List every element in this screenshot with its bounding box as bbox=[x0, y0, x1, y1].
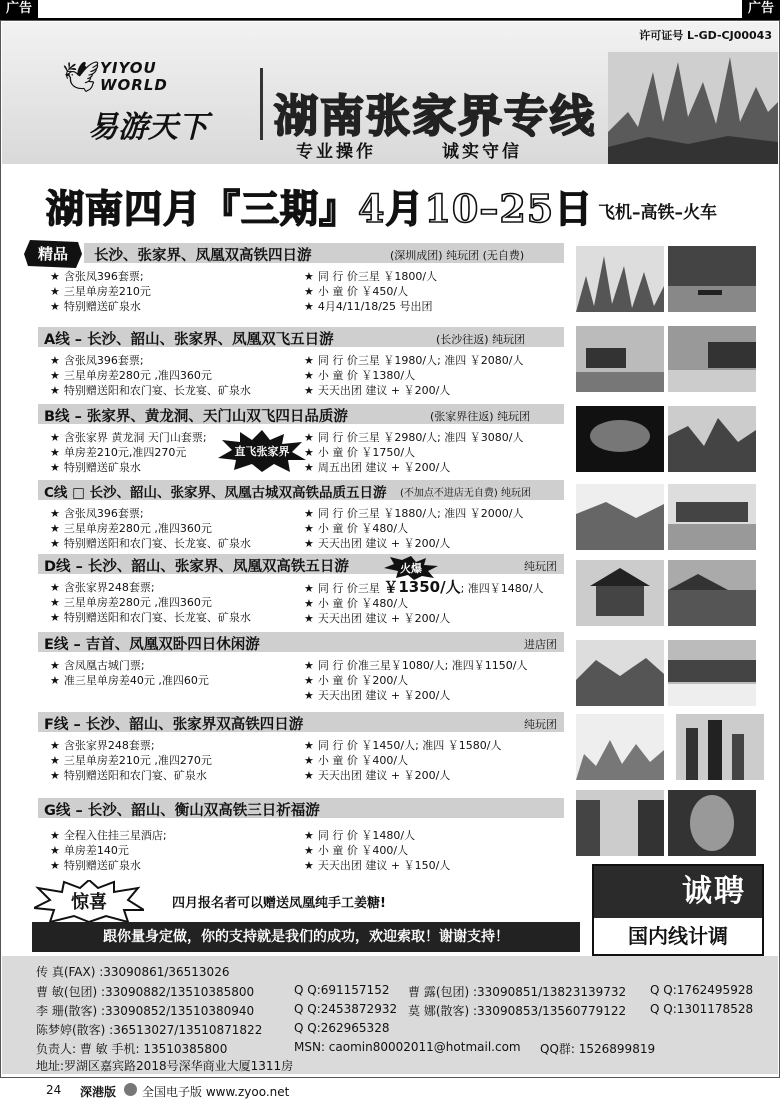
star-icon: ★ bbox=[50, 859, 60, 872]
star-icon: ★ bbox=[304, 461, 314, 474]
route-title: A线 – 长沙、韶山、张家界、凤凰双飞五日游 bbox=[44, 332, 334, 348]
route-f bbox=[38, 712, 570, 784]
route-d bbox=[38, 554, 570, 626]
star-icon: ★ bbox=[50, 611, 60, 624]
route-tag: (张家界往返) 纯玩团 bbox=[430, 410, 531, 423]
price-line: ★ 天天出团 建议 + ￥150/人 bbox=[304, 859, 451, 872]
route-tag: 纯玩团 bbox=[524, 560, 557, 573]
recruitment-box bbox=[592, 864, 764, 956]
route-title: D线 – 长沙、韶山、张家界、凤凰双高铁五日游 bbox=[44, 559, 349, 575]
route-title: G线 – 长沙、韶山、衡山双高铁三日祈福游 bbox=[44, 803, 320, 819]
star-icon: ★ bbox=[304, 844, 314, 857]
price-line: ★ 同 行 价 ￥1480/人 bbox=[304, 829, 416, 842]
star-icon: ★ bbox=[50, 384, 60, 397]
photo-old-houses bbox=[668, 560, 756, 626]
price-line: ★ 小 童 价 ￥200/人 bbox=[304, 674, 409, 687]
route-details-left bbox=[50, 580, 251, 625]
photo-rock-gorge bbox=[668, 790, 756, 856]
detail-line: ★ 三星单房差280元 ,准四360元 bbox=[50, 522, 212, 535]
photo-valley bbox=[576, 484, 664, 550]
detail-line: ★ 特别赠送矿泉水 bbox=[50, 300, 141, 313]
star-icon: ★ bbox=[304, 369, 314, 382]
hot-price: ￥1350/人 bbox=[383, 578, 461, 596]
surprise-note: 四月报名者可以赠送凤凰纯手工姜糖! bbox=[172, 896, 386, 911]
star-icon: ★ bbox=[50, 446, 60, 459]
star-icon: ★ bbox=[304, 300, 314, 313]
price-line: ★ 同 行 价 ￥1450/人; 准四 ￥1580/人 bbox=[304, 739, 502, 752]
route-details-left bbox=[50, 658, 209, 688]
route-details-right bbox=[304, 738, 501, 783]
route-title: B线 – 张家界、黄龙洞、天门山双飞四日品质游 bbox=[44, 409, 348, 425]
star-icon: ★ bbox=[50, 659, 60, 672]
premium-badge: 精品 bbox=[22, 238, 84, 270]
route-details-left bbox=[50, 828, 167, 873]
photo-tianmen-mountain bbox=[668, 406, 756, 472]
globe-icon bbox=[124, 1083, 137, 1096]
price-line: ★ 小 童 价 ￥480/人 bbox=[304, 597, 409, 610]
transport-modes: 飞机–高铁–火车 bbox=[598, 203, 717, 223]
star-icon: ★ bbox=[50, 285, 60, 298]
price-line: ★ 天天出团 建议 + ￥200/人 bbox=[304, 612, 451, 625]
detail-line: ★ 含张家界248套票; bbox=[50, 581, 155, 594]
detail-line: ★ 准三星单房差40元 ,准四60元 bbox=[50, 674, 209, 687]
detail-line: ★ 含张家界248套票; bbox=[50, 739, 155, 752]
star-icon: ★ bbox=[304, 270, 314, 283]
hot-burst: 火爆 bbox=[384, 556, 438, 580]
star-icon: ★ bbox=[304, 354, 314, 367]
ad-label-left: 广告 bbox=[0, 0, 38, 18]
price-line: ★ 同 行 价三星 ￥1880/人; 准四 ￥2000/人 bbox=[304, 507, 524, 520]
star-icon: ★ bbox=[304, 507, 314, 520]
star-icon: ★ bbox=[304, 612, 314, 625]
price-line: ★ 4月4/11/18/25 号出团 bbox=[304, 300, 433, 313]
price-line: ★ 小 童 价 ￥400/人 bbox=[304, 754, 409, 767]
photo-river-boat bbox=[668, 246, 756, 312]
price-line: ★ 同 行 价准三星￥1080/人; 准四￥1150/人 bbox=[304, 659, 528, 672]
detail-line: ★ 含张家界 黄龙洞 天门山套票; bbox=[50, 431, 207, 444]
star-icon: ★ bbox=[304, 597, 314, 610]
star-icon: ★ bbox=[50, 507, 60, 520]
e-edition-link: 全国电子版 www.zyoo.net bbox=[142, 1085, 290, 1099]
route-details-left bbox=[50, 353, 251, 398]
star-icon: ★ bbox=[50, 522, 60, 535]
star-icon: ★ bbox=[304, 754, 314, 767]
photo-riverbank bbox=[668, 640, 756, 706]
route-a bbox=[38, 327, 570, 399]
star-icon: ★ bbox=[50, 829, 60, 842]
price-line: ★ 同 行 价三星 ￥1800/人 bbox=[304, 270, 438, 283]
route-title: E线 – 吉首、凤凰双卧四日休闲游 bbox=[44, 637, 260, 653]
star-icon: ★ bbox=[304, 859, 314, 872]
route-details-right bbox=[304, 580, 544, 626]
detail-line: ★ 含张凤396套票; bbox=[50, 354, 144, 367]
route-tag: (长沙往返) 纯玩团 bbox=[436, 333, 526, 346]
detail-line: ★ 含张凤396套票; bbox=[50, 270, 144, 283]
star-icon: ★ bbox=[304, 674, 314, 687]
logo-chinese: 易游天下 bbox=[88, 110, 208, 145]
route-c bbox=[38, 480, 570, 552]
price-line: ★ 小 童 价 ￥400/人 bbox=[304, 844, 409, 857]
star-icon: ★ bbox=[304, 446, 314, 459]
ad-label-right: 广告 bbox=[742, 0, 780, 18]
logo bbox=[62, 60, 252, 150]
detail-line: ★ 单房差210元,准四270元 bbox=[50, 446, 187, 459]
detail-line: ★ 特别赠送矿泉水 bbox=[50, 461, 141, 474]
star-icon: ★ bbox=[50, 769, 60, 782]
detail-line: ★ 全程入住挂三星酒店; bbox=[50, 829, 167, 842]
detail-line: ★ 含张凤396套票; bbox=[50, 507, 144, 520]
star-icon: ★ bbox=[50, 431, 60, 444]
page-footer bbox=[0, 1080, 780, 1100]
price-line: ★ 周五出团 建议 + ￥200/人 bbox=[304, 461, 451, 474]
price-line: ★ 同 行 价三星 ￥2980/人; 准四 ￥3080/人 bbox=[304, 431, 524, 444]
star-icon: ★ bbox=[304, 659, 314, 672]
mountain-photo bbox=[608, 52, 778, 164]
star-icon: ★ bbox=[304, 739, 314, 752]
edition-label: 深港版 bbox=[80, 1085, 117, 1099]
recruit-heading: 诚聘 bbox=[594, 866, 762, 918]
route-g bbox=[38, 798, 570, 872]
route-details-right bbox=[304, 658, 527, 703]
route-title: C线 □ 长沙、韶山、张家界、凤凰古城双高铁品质五日游 bbox=[44, 485, 387, 501]
photo-old-street bbox=[576, 790, 664, 856]
photo-misty-peaks bbox=[576, 714, 664, 780]
photo-gate-tower bbox=[576, 560, 664, 626]
star-icon: ★ bbox=[304, 582, 314, 595]
photo-fenghuang-town bbox=[668, 484, 756, 550]
photo-stone-pillars bbox=[676, 714, 764, 780]
route-tag: (不加点不进店无自费) 纯玩团 bbox=[400, 488, 531, 499]
slogan-1: 专业操作 bbox=[296, 142, 376, 162]
photo-riverside-town bbox=[668, 326, 756, 392]
price-line: ★ 天天出团 建议 + ￥200/人 bbox=[304, 384, 451, 397]
route-premium bbox=[38, 243, 570, 315]
star-icon: ★ bbox=[304, 384, 314, 397]
photo-cave bbox=[576, 406, 664, 472]
price-line: ★ 天天出团 建议 + ￥200/人 bbox=[304, 769, 451, 782]
route-tag: 纯玩团 bbox=[524, 718, 557, 731]
route-details-left bbox=[50, 506, 251, 551]
star-icon: ★ bbox=[50, 739, 60, 752]
photo-village bbox=[576, 326, 664, 392]
detail-line: ★ 单房差140元 bbox=[50, 844, 129, 857]
detail-line: ★ 特别赠送阳和农门宴、长龙宴、矿泉水 bbox=[50, 611, 251, 624]
route-title: 长沙、张家界、凤凰双高铁四日游 bbox=[94, 248, 312, 264]
price-line: ★ 小 童 价 ￥1380/人 bbox=[304, 369, 416, 382]
star-icon: ★ bbox=[50, 596, 60, 609]
detail-line: ★ 三星单房差210元 bbox=[50, 285, 151, 298]
detail-line: ★ 特别赠送矿泉水 bbox=[50, 859, 141, 872]
route-title: F线 – 长沙、韶山、张家界双高铁四日游 bbox=[44, 717, 304, 733]
detail-line: ★ 特别赠送阳和农门宴、长龙宴、矿泉水 bbox=[50, 384, 251, 397]
photo-karst-peaks bbox=[576, 246, 664, 312]
star-icon: ★ bbox=[50, 674, 60, 687]
bird-icon: 🕊 bbox=[62, 60, 101, 95]
star-icon: ★ bbox=[50, 754, 60, 767]
route-details-left bbox=[50, 738, 212, 783]
price-line: ★ 天天出团 建议 + ￥200/人 bbox=[304, 537, 451, 550]
star-icon: ★ bbox=[50, 300, 60, 313]
route-details-right bbox=[304, 506, 523, 551]
route-details-right bbox=[304, 828, 450, 873]
route-details-right bbox=[304, 353, 523, 398]
star-icon: ★ bbox=[304, 769, 314, 782]
price-line: ★ 同 行 价三星 ￥1980/人; 准四 ￥2080/人 bbox=[304, 354, 524, 367]
header-divider bbox=[260, 68, 263, 140]
surprise-burst: 惊喜 bbox=[34, 880, 144, 922]
header-banner bbox=[2, 22, 778, 164]
route-details-right bbox=[304, 269, 437, 314]
star-icon: ★ bbox=[50, 369, 60, 382]
slogan-2: 诚实守信 bbox=[442, 142, 522, 162]
star-icon: ★ bbox=[304, 431, 314, 444]
contact-panel: 传 真(FAX) :33090861/36513026 曹 敏(包团) :33090882/13510385800 Q Q:691157152 曹 露(包团) :33090851/13823139732 Q Q:1762495928 李 珊(散客) :33090852/13510380940 Q Q:2453872932 莫 娜(散客) :33090853/13560779122 Q Q:1301178528 陈梦婷(散客) :36513027/13510871822 Q Q:262965328 负责人: 曹 敏 手机: 13510385800 MSN: caomin80002011@hotmail.com QQ群: 1526899819 地址:罗湖区嘉宾路2018号深华商业大厦1311房 bbox=[2, 956, 778, 1074]
star-icon: ★ bbox=[50, 270, 60, 283]
price-line: ★ 小 童 价 ￥480/人 bbox=[304, 522, 409, 535]
page-title: 湖南张家界专线 bbox=[274, 91, 596, 142]
route-tag: 进店团 bbox=[524, 638, 557, 651]
price-line: ★ 同 行 价三星 ￥1350/人; 准四￥1480/人 bbox=[304, 578, 544, 596]
headline: 湖南四月『三期』4月10–25日 bbox=[46, 186, 594, 231]
route-details-left bbox=[50, 430, 207, 475]
logo-english: YIYOU WORLD bbox=[100, 59, 168, 94]
detail-line: ★ 特别赠送阳和农门宴、长龙宴、矿泉水 bbox=[50, 537, 251, 550]
star-icon: ★ bbox=[50, 354, 60, 367]
star-icon: ★ bbox=[304, 537, 314, 550]
recruit-position: 国内线计调 bbox=[594, 918, 762, 954]
route-e bbox=[38, 632, 570, 704]
route-tag: (深圳成团) 纯玩团 (无自费) bbox=[390, 249, 525, 262]
star-icon: ★ bbox=[304, 689, 314, 702]
star-icon: ★ bbox=[50, 581, 60, 594]
page-number: 24 bbox=[46, 1083, 62, 1097]
star-icon: ★ bbox=[50, 537, 60, 550]
price-line: ★ 小 童 价 ￥1750/人 bbox=[304, 446, 416, 459]
detail-line: ★ 三星单房差210元 ,准四270元 bbox=[50, 754, 212, 767]
photo-stilt-houses bbox=[576, 640, 664, 706]
star-icon: ★ bbox=[304, 285, 314, 298]
star-icon: ★ bbox=[50, 461, 60, 474]
price-line: ★ 天天出团 建议 + ￥200/人 bbox=[304, 689, 451, 702]
slogan-banner: 跟你量身定做，你的支持就是我们的成功，欢迎索取！谢谢支持！ bbox=[32, 922, 580, 952]
star-icon: ★ bbox=[50, 844, 60, 857]
detail-line: ★ 三星单房差280元 ,准四360元 bbox=[50, 596, 212, 609]
star-icon: ★ bbox=[304, 522, 314, 535]
direct-flight-burst: 直飞张家界 bbox=[218, 430, 306, 472]
detail-line: ★ 含凤凰古城门票; bbox=[50, 659, 145, 672]
price-line: ★ 小 童 价 ￥450/人 bbox=[304, 285, 409, 298]
star-icon: ★ bbox=[304, 829, 314, 842]
detail-line: ★ 三星单房差280元 ,准四360元 bbox=[50, 369, 212, 382]
route-details-right bbox=[304, 430, 523, 475]
license-number: 许可证号 L-GD-CJ00043 bbox=[639, 29, 772, 42]
route-details-left bbox=[50, 269, 151, 314]
detail-line: ★ 特别赠送阳和农门宴、矿泉水 bbox=[50, 769, 207, 782]
